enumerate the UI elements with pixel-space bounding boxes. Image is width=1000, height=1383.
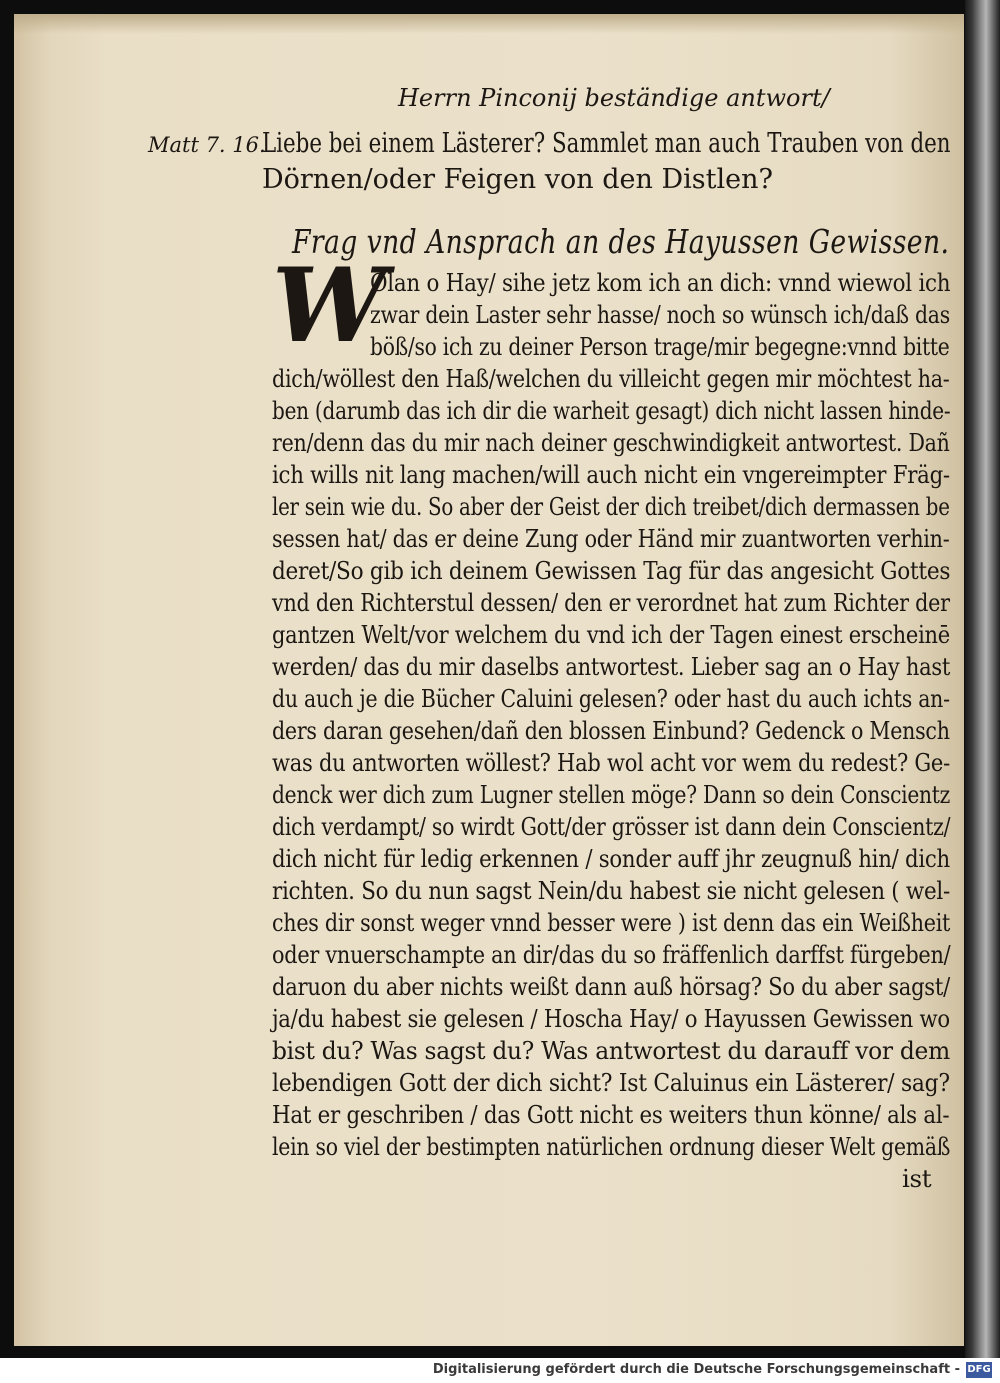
body-line: denck wer dich zum Lugner stellen möge? Dann so dein Conscientz bbox=[272, 780, 951, 809]
body-line: daruon du aber nichts weißt dann auß hörsag? So du aber sagst/ bbox=[272, 972, 950, 1001]
intro-line-2: Dörnen/oder Feigen von den Distlen? bbox=[262, 164, 773, 195]
running-head: Herrn Pinconij beständige antwort/ bbox=[398, 84, 830, 112]
body-line: Hat er geschriben / das Gott nicht es weiters thun könne/ als al- bbox=[272, 1100, 950, 1129]
page-binding-edge bbox=[965, 0, 1000, 1358]
body-line: bist du? Was sagst du? Was antwortest du darauff vor dem bbox=[272, 1036, 950, 1065]
body-line: gantzen Welt/vor welchem du vnd ich der Tagen einest erscheinē bbox=[272, 620, 950, 649]
body-line: ches dir sonst weger vnnd besser were ) ist denn das ein Weißheit bbox=[272, 908, 951, 937]
body-line: ich wills nit lang machen/will auch nicht ein vngereimpter Fräg- bbox=[272, 460, 950, 489]
body-line: Olan o Hay/ sihe jetz kom ich an dich: vnnd wiewol ich bbox=[370, 268, 951, 297]
body-line: oder vnuerschampte an dir/das du so fräffenlich darffst fürgeben/ bbox=[272, 940, 951, 969]
catchword: ist bbox=[902, 1164, 932, 1193]
body-line: dich nicht für ledig erkennen / sonder auff jhr zeugnuß hin/ dich bbox=[272, 844, 950, 873]
body-line: du auch je die Bücher Caluini gelesen? oder hast du auch ichts an- bbox=[272, 684, 950, 713]
decorated-initial: W bbox=[272, 246, 387, 366]
footer-bar bbox=[0, 1358, 1000, 1383]
body-line: dich/wöllest den Haß/welchen du villeicht gegen mir möchtest ha- bbox=[272, 364, 950, 393]
body-line: werden/ das du mir daselbs antwortest. Lieber sag an o Hay hast bbox=[272, 652, 951, 681]
body-line: richten. So du nun sagst Nein/du habest sie nicht gelesen ( wel- bbox=[272, 876, 950, 905]
body-line: zwar dein Laster sehr hasse/ noch so wünsch ich/daß das bbox=[370, 300, 950, 329]
body-line: ler sein wie du. So aber der Geist der dich treibet/dich dermassen be bbox=[272, 492, 950, 521]
body-line: dich verdampt/ so wirdt Gott/der grösser ist dann dein Conscientz/ bbox=[272, 812, 951, 841]
body-line: lein so viel der bestimpten natürlichen ordnung dieser Welt gemäß bbox=[272, 1132, 951, 1161]
body-line: vnd den Richterstul dessen/ den er verordnet hat zum Richter der bbox=[272, 588, 950, 617]
body-line: lebendigen Gott der dich sicht? Ist Caluinus ein Lästerer/ sag? bbox=[272, 1068, 950, 1097]
margin-note: Matt 7. 16. bbox=[148, 133, 266, 157]
intro-line-1: Liebe bei einem Lästerer? Sammlet man auch Trauben von den bbox=[262, 128, 951, 159]
body-line: ders daran gesehen/dañ den blossen Einbund? Gedenck o Mensch bbox=[272, 716, 950, 745]
dfg-logo: DFG bbox=[966, 1362, 992, 1378]
body-line: ja/du habest sie gelesen / Hoscha Hay/ o Hayussen Gewissen wo bbox=[272, 1004, 950, 1033]
body-line: böß/so ich zu deiner Person trage/mir begegne:vnnd bitte bbox=[370, 332, 950, 361]
page-top-shadow bbox=[14, 14, 964, 34]
body-line: sessen hat/ das er deine Zung oder Händ mir zuantworten verhin- bbox=[272, 524, 950, 553]
body-line: ren/denn das du mir nach deiner geschwindigkeit antwortest. Dañ bbox=[272, 428, 950, 457]
section-heading: Frag vnd Ansprach an des Hayussen Gewissen. bbox=[292, 222, 950, 261]
body-line: was du antworten wöllest? Hab wol acht vor wem du redest? Ge- bbox=[272, 748, 950, 777]
body-line: ben (darumb das ich dir die warheit gesagt) dich nicht lassen hinde- bbox=[272, 396, 951, 425]
body-line: deret/So gib ich deinem Gewissen Tag für das angesicht Gottes bbox=[272, 556, 951, 585]
footer-credit: Digitalisierung gefördert durch die Deutsche Forschungsgemeinschaft - bbox=[432, 1362, 960, 1377]
